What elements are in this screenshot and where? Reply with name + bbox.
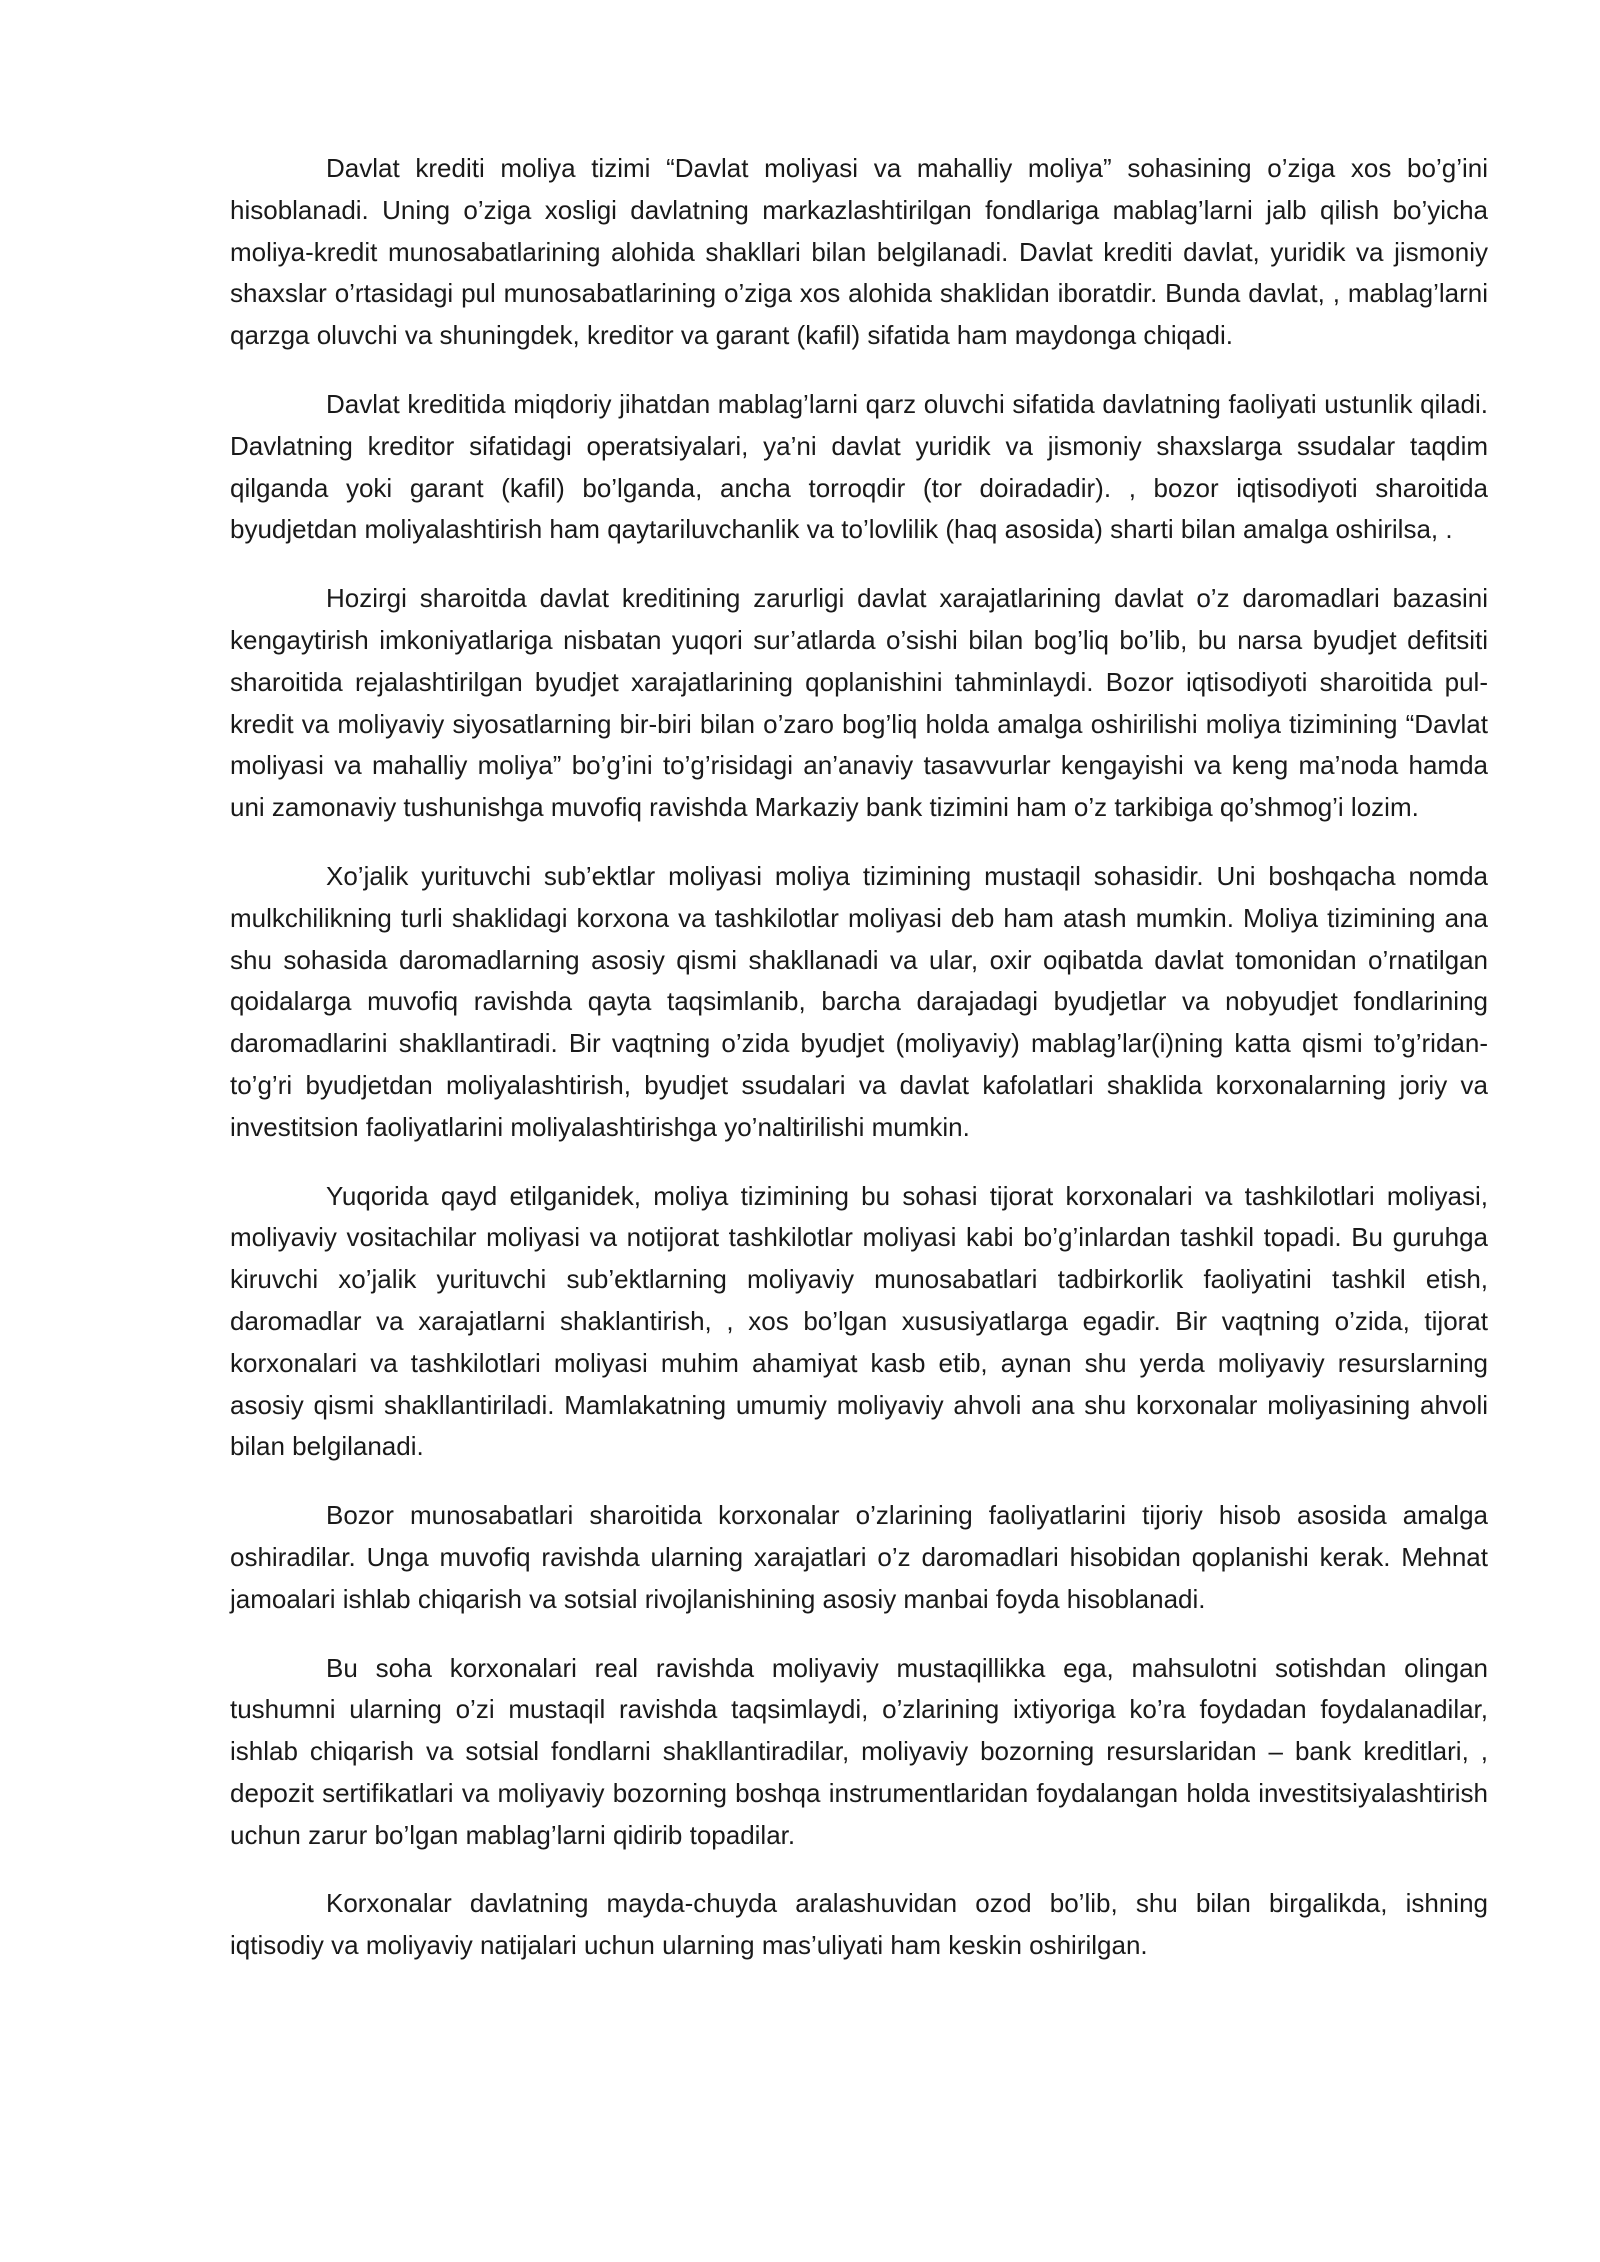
paragraph-2: Davlat kreditida miqdoriy jihatdan mablag’larni qarz oluvchi sifatida davlatning faoliyati ustunlik qiladi. Davlatning kreditor sifatidagi operatsiyalari, ya’ni davlat yuridik va jismoniy shaxslarga ssudalar taqdim qilganda yoki garant (kafil) bo’lganda, ancha torroqdir (tor doiradadir). , bozor iqtisodiyoti sharoitida byudjetdan moliyalashtirish ham qaytariluvchanlik va to’lovlilik (haq asosida) sharti bilan amalga oshirilsa, . — [230, 388, 1488, 545]
paragraph-3: Hozirgi sharoitda davlat kreditining zarurligi davlat xarajatlarining davlat o’z daromadlari bazasini kengaytirish imkoniyatlariga nisbatan yuqori sur’atlarda o’sishi bilan bog’liq bo’lib, bu narsa byudjet defitsiti sharoitida rejalashtirilgan byudjet xarajatlarining qoplanishini tahminlaydi. Bozor iqtisodiyoti sharoitida pul-kredit va moliyaviy siyosatlarning bir-biri bilan o’zaro bog’liq holda amalga oshirilishi moliya tizimining “Davlat moliyasi va mahalliy moliya” bo’g’ini to’g’risidagi an’anaviy tasavvurlar kengayishi va keng ma’noda hamda uni zamonaviy tushunishga muvofiq ravishda Markaziy bank tizimini ham o’z tarkibiga qo’shmog’i lozim. — [230, 583, 1488, 823]
paragraph-1: Davlat krediti moliya tizimi “Davlat moliyasi va mahalliy moliya” sohasining o’ziga xos bo’g’ini hisoblanadi. Uning o’ziga xosligi davlatning markazlashtirilgan fondlariga mablag’larni jalb qilish bo’yicha moliya-kredit munosabatlarining alohida shakllari bilan belgilanadi. Davlat krediti davlat, yuridik va jismoniy shaxslar o’rtasidagi pul munosabatlarining o’ziga xos alohida shaklidan iboratdir. Bunda davlat, , mablag’larni qarzga oluvchi va shuningdek, kreditor va garant (kafil) sifatida ham maydonga chiqadi. — [230, 153, 1488, 351]
paragraph-7: Bu soha korxonalari real ravishda moliyaviy mustaqillikka ega, mahsulotni sotishdan olingan tushumni ularning o’zi mustaqil ravishda taqsimlaydi, o’zlarining ixtiyoriga ko’ra foydadan foydalanadilar, ishlab chiqarish va sotsial fondlarni shakllantiradilar, moliyaviy bozorning resurslaridan – bank kreditlari, , depozit sertifikatlari va moliyaviy bozorning boshqa instrumentlaridan foydalangan holda investitsiyalashtirish uchun zarur bo’lgan mablag’larni qidirib topadilar. — [230, 1652, 1488, 1850]
paragraph-6: Bozor munosabatlari sharoitida korxonalar o’zlarining faoliyatlarini tijoriy hisob asosida amalga oshiradilar. Unga muvofiq ravishda ularning xarajatlari o’z daromadlari hisobidan qoplanishi kerak. Mehnat jamoalari ishlab chiqarish va sotsial rivojlanishining asosiy manbai foyda hisoblanadi. — [230, 1500, 1488, 1614]
document-page — [230, 148, 1488, 1994]
paragraph-5: Yuqorida qayd etilganidek, moliya tizimining bu sohasi tijorat korxonalari va tashkilotlari moliyasi, moliyaviy vositachilar moliyasi va notijorat tashkilotlar moliyasi kabi bo’g’inlardan tashkil topadi. Bu guruhga kiruvchi xo’jalik yurituvchi sub’ektlarning moliyaviy munosabatlari tadbirkorlik faoliyatini tashkil etish, daromadlar va xarajatlarni shaklantirish, , xos bo’lgan xususiyatlarga egadir. Bir vaqtning o’zida, tijorat korxonalari va tashkilotlari moliyasi muhim ahamiyat kasb etib, aynan shu yerda moliyaviy resurslarning asosiy qismi shakllantiriladi. Mamlakatning umumiy moliyaviy ahvoli ana shu korxonalar moliyasining ahvoli bilan belgilanadi. — [230, 1180, 1488, 1462]
paragraph-4: Xo’jalik yurituvchi sub’ektlar moliyasi moliya tizimining mustaqil sohasidir. Uni boshqacha nomda mulkchilikning turli shaklidagi korxona va tashkilotlar moliyasi deb ham atash mumkin. Moliya tizimining ana shu sohasida daromadlarning asosiy qismi shakllanadi va ular, oxir oqibatda davlat tomonidan o’rnatilgan qoidalarga muvofiq ravishda qayta taqsimlanib, barcha darajadagi byudjetlar va nobyudjet fondlarining daromadlarini shakllantiradi. Bir vaqtning o’zida byudjet (moliyaviy) mablag’lar(i)ning katta qismi to’g’ridan-to’g’ri byudjetdan moliyalashtirish, byudjet ssudalari va davlat kafolatlari shaklida korxonalarning joriy va investitsion faoliyatlarini moliyalashtirishga yo’naltirilishi mumkin. — [230, 860, 1488, 1142]
paragraph-8: Korxonalar davlatning mayda-chuyda aralashuvidan ozod bo’lib, shu bilan birgalikda, ishning iqtisodiy va moliyaviy natijalari uchun ularning mas’uliyati ham keskin oshirilgan. — [230, 1888, 1488, 1961]
